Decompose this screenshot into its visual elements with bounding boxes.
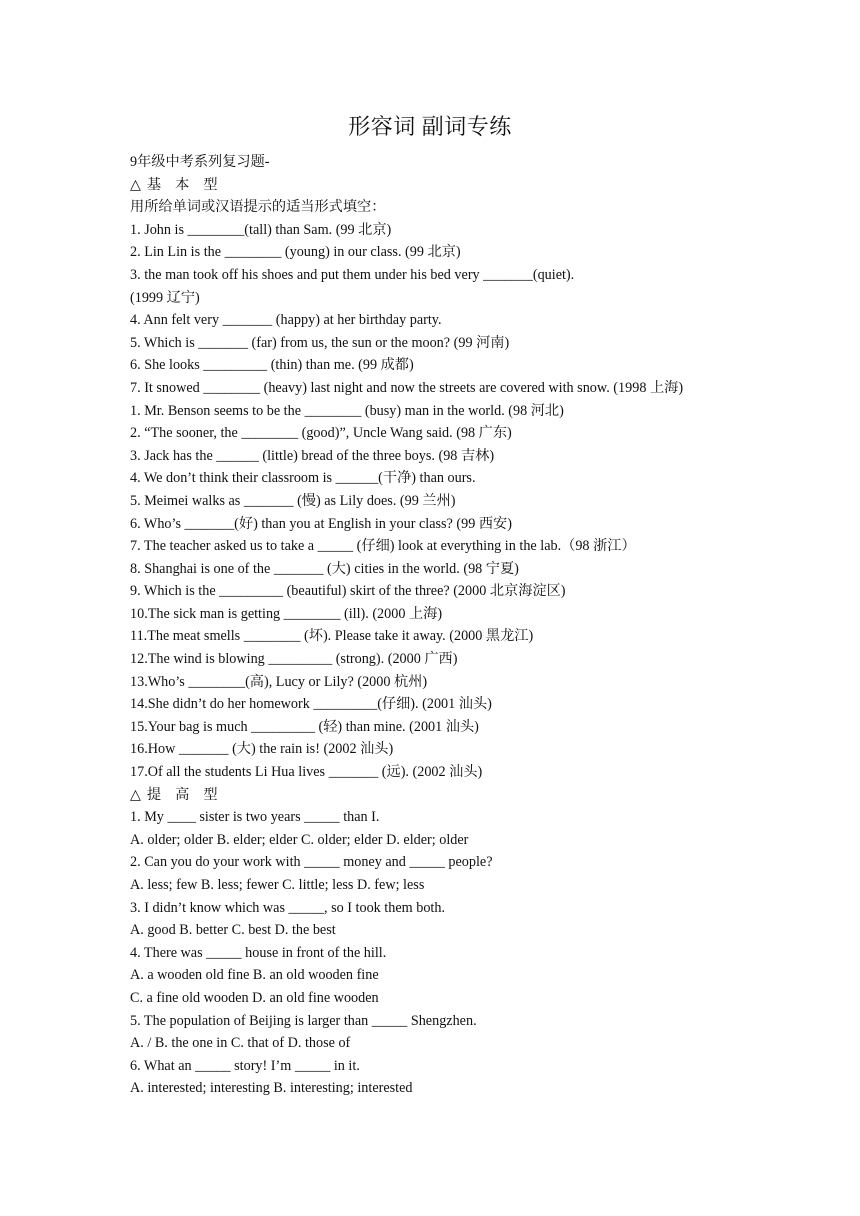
exercise-line: 15.Your bag is much _________ (轻) than mine. (2001 汕头) — [130, 718, 479, 735]
question-line: 2. Can you do your work with _____ money and _____ people? — [130, 854, 493, 871]
exercise-line: 11.The meat smells ________ (坏). Please take it away. (2000 黑龙江) — [130, 628, 534, 645]
exercise-line: 10.The sick man is getting ________ (ill). (2000 上海) — [130, 605, 443, 622]
exercise-line: 12.The wind is blowing _________ (strong). (2000 广西) — [130, 651, 458, 668]
triangle-icon: △ — [130, 176, 141, 193]
options-line: A. a wooden old fine B. an old wooden fine — [130, 967, 379, 984]
exercise-line: 5. Meimei walks as _______ (慢) as Lily does. (99 兰州) — [130, 492, 456, 509]
instruction-line: 用所给单词或汉语提示的适当形式填空： — [130, 199, 386, 216]
exercise-line: 1. John is ________(tall) than Sam. (99 北京) — [130, 221, 392, 238]
options-line: C. a fine old wooden D. an old fine wooden — [130, 989, 379, 1006]
exercise-line: 2. “The sooner, the ________ (good)”, Uncle Wang said. (98 广东) — [130, 425, 512, 442]
exercise-line: 4. Ann felt very _______ (happy) at her birthday party. — [130, 312, 442, 329]
question-line: 3. I didn’t know which was _____, so I took them both. — [130, 899, 445, 916]
options-line: A. older; older B. elder; elder C. older; elder D. elder; older — [130, 831, 469, 848]
section-word: 型 — [203, 786, 218, 803]
exercise-line: 1. Mr. Benson seems to be the ________ (busy) man in the world. (98 河北) — [130, 402, 564, 419]
question-line: 6. What an _____ story! I’m _____ in it. — [130, 1057, 360, 1074]
section-heading-advanced — [130, 784, 750, 807]
section-word: 本 — [175, 176, 190, 193]
exercise-line: 14.She didn’t do her homework _________(仔细). (2001 汕头) — [130, 696, 492, 713]
question-line: 4. There was _____ house in front of the hill. — [130, 944, 387, 961]
exercise-line: 3. Jack has the ______ (little) bread of the three boys. (98 吉林) — [130, 447, 495, 464]
question-line: 1. My ____ sister is two years _____ than I. — [130, 809, 380, 826]
exercise-line: (1999 辽宁) — [130, 289, 200, 306]
triangle-icon: △ — [130, 786, 141, 803]
page-title: 形容词 副词专练 — [348, 114, 512, 139]
advanced-exercise-list — [130, 806, 750, 1100]
section-word: 基 — [146, 176, 162, 193]
exercise-line: 6. She looks _________ (thin) than me. (99 成都) — [130, 357, 414, 374]
exercise-line: 5. Which is _______ (far) from us, the sun or the moon? (99 河南) — [130, 334, 510, 351]
options-line: A. good B. better C. best D. the best — [130, 922, 336, 939]
question-line: 5. The population of Beijing is larger than _____ Shengzhen. — [130, 1012, 477, 1029]
section-word: 提 — [146, 786, 162, 803]
exercise-line: 7. The teacher asked us to take a _____ (仔细) look at everything in the lab.（98 浙江） — [130, 538, 636, 555]
options-line: A. / B. the one in C. that of D. those of — [130, 1035, 351, 1052]
basic-exercise-list — [130, 219, 750, 784]
exercise-line: 16.How _______ (大) the rain is! (2002 汕头) — [130, 741, 394, 758]
exercise-line: 13.Who’s ________(高), Lucy or Lily? (2000 杭州) — [130, 673, 428, 690]
section-word: 型 — [203, 176, 218, 193]
options-line: A. interested; interesting B. interesting; interested — [130, 1080, 413, 1097]
options-line: A. less; few B. less; fewer C. little; less D. few; less — [130, 877, 425, 893]
exercise-line: 17.Of all the students Li Hua lives _______ (远). (2002 汕头) — [130, 764, 483, 781]
intro-line: 9年级中考系列复习题- — [130, 154, 270, 170]
exercise-line: 3. the man took off his shoes and put them under his bed very _______(quiet). — [130, 266, 575, 283]
exercise-line: 4. We don’t think their classroom is ______(干净) than ours. — [130, 470, 476, 487]
section-word: 高 — [175, 786, 190, 803]
exercise-line: 7. It snowed ________ (heavy) last night and now the streets are covered with snow. (1998 上海) — [130, 379, 684, 396]
exercise-line: 9. Which is the _________ (beautiful) skirt of the three? (2000 北京海淀区) — [130, 583, 566, 600]
exercise-line: 6. Who’s _______(好) than you at English in your class? (99 西安) — [130, 515, 512, 532]
exercise-line: 8. Shanghai is one of the _______ (大) cities in the world. (98 宁夏) — [130, 560, 519, 577]
section-heading-basic — [130, 174, 750, 197]
exercise-line: 2. Lin Lin is the ________ (young) in our class. (99 北京) — [130, 244, 461, 261]
document-body — [130, 151, 750, 1100]
